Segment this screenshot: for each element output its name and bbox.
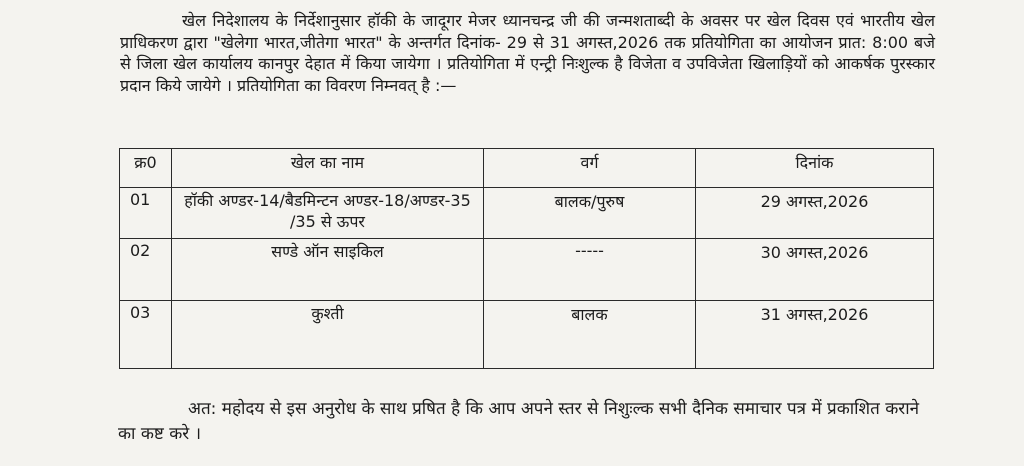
cell-serial: 01 <box>120 188 172 239</box>
table-row <box>120 188 934 239</box>
cell-serial: 03 <box>120 300 172 368</box>
intro-paragraph <box>120 10 935 96</box>
cell-date: 29 अगस्त,2026 <box>696 188 934 239</box>
cell-game-name: कुश्ती <box>172 300 484 368</box>
header-category: वर्ग <box>484 149 696 188</box>
intro-text: खेल निदेशालय के निर्देशानुसार हॉकी के जादूगर मेजर ध्यानचन्द्र जी की जन्मशताब्दी के अवसर पर खेल दिवस एवं भारतीय खेल प्राधिकरण द्वारा "खेलेगा भारत,जीतेगा भारत" के अन्तर्गत दिनांक- 29 से 31 अगस्त,2026 तक प्रतियोगिता का आयोजन प्रात: 8:00 बजे से जिला खेल कार्यालय कानपुर देहात में किया जायेगा । प्रतियोगिता में एन्ट्री निःशुल्क है विजेता व उपविजेता खिलाड़ियों को आकर्षक पुरस्कार प्रदान किये जायेगे । प्रतियोगिता का विवरण निम्नवत् है :— <box>120 11 935 95</box>
closing-text: अत: महोदय से इस अनुरोध के साथ प्रषित है कि आप अपने स्तर से निशुःल्क सभी दैनिक समाचार पत्र में प्रकाशित कराने का कष्ट करे । <box>118 399 920 444</box>
table-row <box>120 300 934 368</box>
cell-game-name: सण्डे ऑन साइकिल <box>172 239 484 300</box>
table-header-row <box>120 149 934 188</box>
cell-serial: 02 <box>120 239 172 300</box>
cell-date: 30 अगस्त,2026 <box>696 239 934 300</box>
cell-category: बालक <box>484 300 696 368</box>
table-row <box>120 239 934 300</box>
cell-category: ----- <box>484 239 696 300</box>
cell-category: बालक/पुरुष <box>484 188 696 239</box>
cell-date: 31 अगस्त,2026 <box>696 300 934 368</box>
schedule-table <box>119 148 934 369</box>
header-game-name: खेल का नाम <box>172 149 484 188</box>
cell-game-name: हॉकी अण्डर-14/बैडमिन्टन अण्डर-18/अण्डर-35 /35 से ऊपर <box>172 188 484 239</box>
header-date: दिनांक <box>696 149 934 188</box>
header-serial: क्र0 <box>120 149 172 188</box>
closing-paragraph <box>118 397 938 447</box>
